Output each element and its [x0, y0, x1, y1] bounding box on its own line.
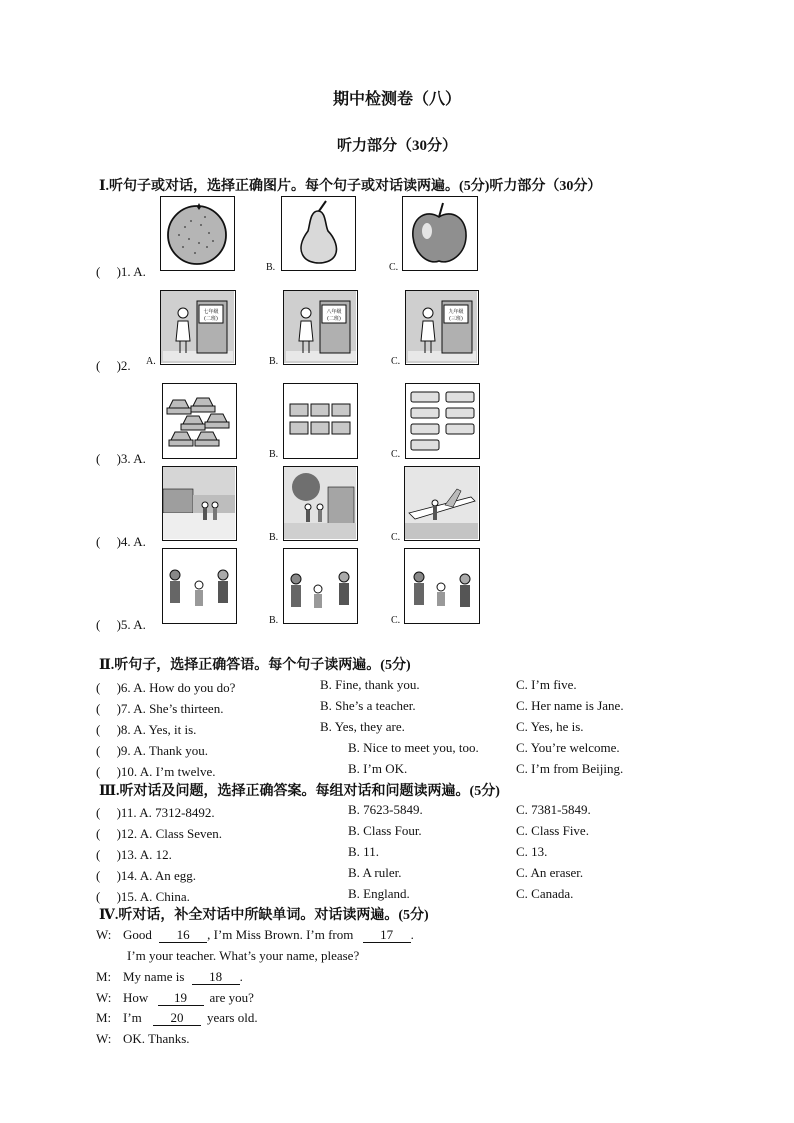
dialogue-text: OK. Thanks.: [123, 1031, 190, 1046]
dialogue-text: , I’m Miss Brown. I’m from: [207, 927, 354, 942]
school-scene-icon[interactable]: [283, 466, 358, 541]
dialogue-line-2: [127, 948, 359, 964]
sign-grade-text: 八年级: [326, 309, 342, 315]
section-2-heading: Ⅱ.听句子，选择正确答语。每个句子读两遍。(5分): [99, 658, 411, 673]
option-b-label: B.: [269, 356, 279, 367]
sign-class-text: (二班): [204, 316, 218, 322]
airport-scene-icon[interactable]: [404, 466, 480, 541]
question-13-c: C. 13.: [516, 844, 548, 859]
question-15-b: B. England.: [348, 886, 410, 901]
dialogue-text: I’m your teacher. What’s your name, please?: [127, 948, 360, 963]
question-5-label: ( )5. A.: [96, 617, 146, 632]
speaker-label: M:: [96, 969, 112, 984]
question-13-b: B. 11.: [348, 844, 379, 859]
sign-class-text: (二班): [327, 316, 341, 322]
dialogue-line-3: [96, 969, 243, 985]
people-meeting-icon[interactable]: [404, 548, 480, 624]
question-3-label: ( )3. A.: [96, 451, 146, 466]
dialogue-line-4: [96, 990, 254, 1006]
question-14-a: ( )14. A. An egg.: [96, 868, 197, 883]
question-8-b: B. Yes, they are.: [320, 719, 405, 734]
classroom-sign-icon[interactable]: [160, 290, 236, 365]
question-9-c: C. You’re welcome.: [516, 740, 620, 755]
dialogue-text: My name is: [123, 969, 185, 984]
dialogue-text: years old.: [207, 1010, 258, 1025]
people-meeting-icon[interactable]: [162, 548, 237, 624]
option-c-label: C.: [391, 449, 401, 460]
question-6-c: C. I’m five.: [516, 677, 577, 692]
question-10-b: B. I’m OK.: [348, 761, 408, 776]
question-11-b: B. 7623-5849.: [348, 802, 423, 817]
question-2-label: ( )2.: [96, 358, 131, 373]
blank-19[interactable]: 19: [158, 991, 204, 1006]
question-12-b: B. Class Four.: [348, 823, 422, 838]
question-13-a: ( )13. A. 12.: [96, 847, 172, 862]
option-b-label: B.: [269, 615, 279, 626]
question-11-c: C. 7381-5849.: [516, 802, 591, 817]
question-9-a: ( )9. A. Thank you.: [96, 743, 209, 758]
question-8-c: C. Yes, he is.: [516, 719, 584, 734]
page-subtitle: 听力部分（30分）: [336, 138, 457, 154]
dialogue-text: Good: [123, 927, 152, 942]
dialogue-line-1: [96, 927, 414, 943]
speaker-label: W:: [96, 990, 112, 1005]
dialogue-text: How: [123, 990, 149, 1005]
question-12-c: C. Class Five.: [516, 823, 589, 838]
question-15-a: ( )15. A. China.: [96, 889, 190, 904]
orange-icon[interactable]: [160, 196, 235, 271]
question-4-label: ( )4. A.: [96, 534, 146, 549]
sign-class-text: (三班): [449, 316, 463, 322]
option-a-label: A.: [146, 356, 156, 367]
people-meeting-icon[interactable]: [283, 548, 358, 624]
option-b-label: B.: [269, 449, 279, 460]
option-c-label: C.: [391, 615, 401, 626]
street-scene-icon[interactable]: [162, 466, 237, 541]
sign-grade-text: 七年级: [203, 309, 219, 315]
question-7-a: ( )7. A. She’s thirteen.: [96, 701, 224, 716]
pear-icon[interactable]: [281, 196, 356, 271]
dialogue-text: I’m: [123, 1010, 142, 1025]
dialogue-line-6: [96, 1031, 190, 1047]
classroom-sign-icon[interactable]: [283, 290, 358, 365]
option-b-label: B.: [269, 532, 279, 543]
page-title: 期中检测卷（八）: [332, 91, 461, 108]
question-7-b: B. She’s a teacher.: [320, 698, 416, 713]
dialogue-text: .: [239, 969, 243, 984]
question-14-b: B. A ruler.: [348, 865, 402, 880]
question-9-b: B. Nice to meet you, too.: [348, 740, 479, 755]
blank-17[interactable]: 17: [363, 928, 411, 943]
speaker-label: W:: [96, 927, 112, 942]
option-c-label: C.: [391, 356, 401, 367]
question-15-c: C. Canada.: [516, 886, 574, 901]
blank-16[interactable]: 16: [159, 928, 207, 943]
section-4-heading: Ⅳ.听对话，补全对话中所缺单词。对话读两遍。(5分): [99, 908, 429, 923]
question-11-a: ( )11. A. 7312-8492.: [96, 805, 215, 820]
dialogue-line-5: [96, 1010, 258, 1026]
question-6-a: ( )6. A. How do you do?: [96, 680, 236, 695]
speaker-label: W:: [96, 1031, 112, 1046]
dialogue-text: .: [410, 927, 414, 942]
section-1-heading: Ⅰ.听句子或对话，选择正确图片。每个句子或对话读两遍。(5分)听力部分（30分）: [99, 179, 602, 194]
speaker-label: M:: [96, 1010, 112, 1025]
blank-20[interactable]: 20: [153, 1011, 201, 1026]
dialogue-text: are you?: [209, 990, 254, 1005]
question-14-c: C. An eraser.: [516, 865, 584, 880]
question-7-c: C. Her name is Jane.: [516, 698, 624, 713]
question-10-a: ( )10. A. I’m twelve.: [96, 764, 216, 779]
option-c-label: C.: [389, 262, 399, 273]
section-3-heading: Ⅲ.听对话及问题，选择正确答案。每组对话和问题读两遍。(5分): [99, 784, 500, 799]
question-1-label: ( )1. A.: [96, 264, 146, 279]
classroom-sign-icon[interactable]: [405, 290, 479, 365]
cars-icon[interactable]: [162, 383, 237, 459]
sign-grade-text: 九年级: [448, 309, 464, 315]
buses-icon[interactable]: [405, 383, 480, 459]
books-icon[interactable]: [283, 383, 358, 459]
apple-icon[interactable]: [402, 196, 478, 271]
question-6-b: B. Fine, thank you.: [320, 677, 420, 692]
blank-18[interactable]: 18: [192, 970, 240, 985]
question-10-c: C. I’m from Beijing.: [516, 761, 624, 776]
question-12-a: ( )12. A. Class Seven.: [96, 826, 223, 841]
option-c-label: C.: [391, 532, 401, 543]
option-b-label: B.: [266, 262, 276, 273]
question-8-a: ( )8. A. Yes, it is.: [96, 722, 197, 737]
